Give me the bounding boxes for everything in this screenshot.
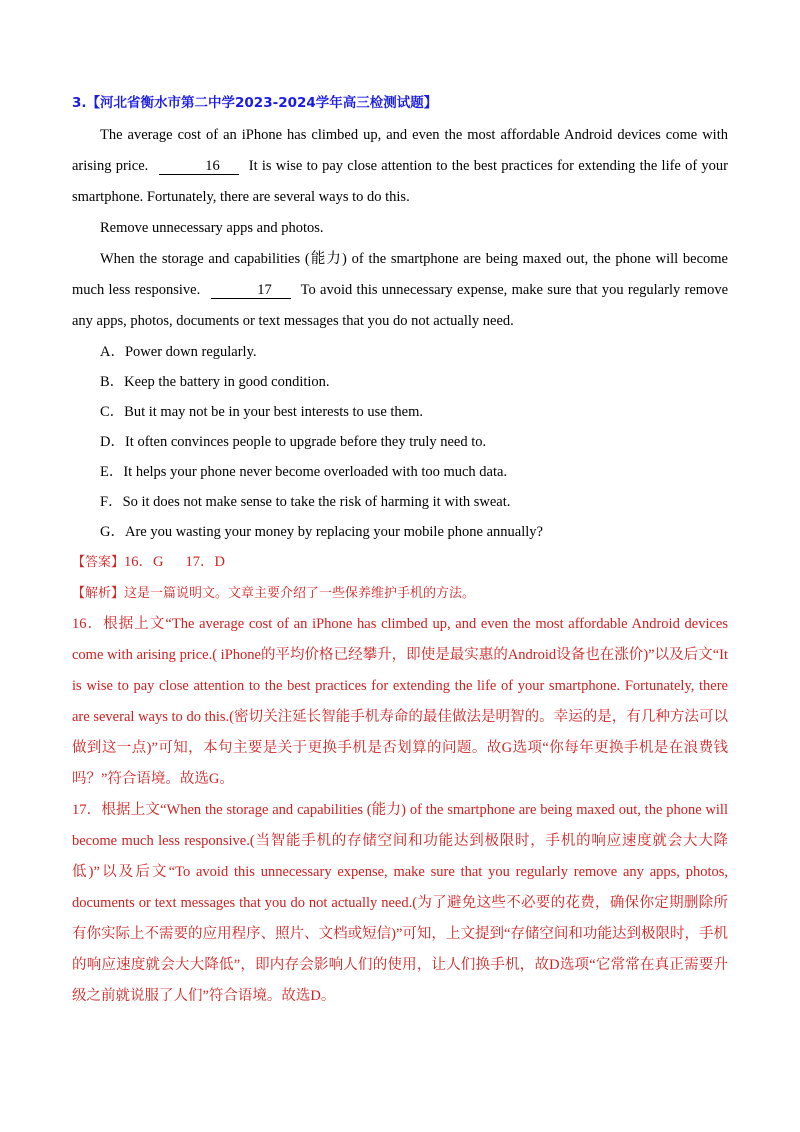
option-g: G．Are you wasting your money by replacing your mobile phone annually?: [100, 524, 543, 540]
option-d: D．It often convinces people to upgrade before they truly need to.: [100, 434, 487, 450]
paragraph-2-tail: To avoid this unnecessary expense, make sure that you regularly remove any apps, photos, documents or text messages that you do not actually need.: [72, 282, 729, 329]
answer-16: 16．G: [124, 554, 164, 570]
explanation-17: 17．根据上文“When the storage and capabilities (能力) of the smartphone are being maxed out, the phone will become much less responsive.(当智能手机的存储空间和功能达到极限时，手机的响应速度就会大大降低)”以及后文“To avoid this unnecessary expense, make sure that you regularly remove any apps, photos, documents or text messages that you do not actually need.(为了避免这些不必要的花费，确保你定期删除所有你实际上不需要的应用程序、照片、文档或短信)”可知，上文提到“存储空间和功能达到极限时，手机的响应速度就会大大降低”，即内存会影响人们的使用，让人们换手机，故D选项“它常常在真正需要升级之前就说服了人们”符合语境。故选D。: [72, 802, 728, 1004]
answer-line: [72, 547, 728, 578]
analysis-line: [72, 578, 728, 609]
analysis-label: 【解析】: [72, 586, 125, 601]
option-a: A．Power down regularly.: [100, 344, 257, 360]
blank-17: 17: [211, 282, 291, 299]
option-b: B．Keep the battery in good condition.: [100, 374, 330, 390]
analysis-summary: 这是一篇说明文。文章主要介绍了一些保养维护手机的方法。: [124, 586, 476, 601]
option-e: E．It helps your phone never become overloaded with too much data.: [100, 464, 508, 480]
passage-paragraph-2: [72, 244, 728, 337]
paragraph-2-lead: When the storage and capabilities (能力) of the smartphone are being maxed out, the phone will become much less responsive.: [72, 251, 728, 298]
explanation-16: 16．根据上文“The average cost of an iPhone has climbed up, and even the most affordable Android devices come with arising price.( iPhone的平均价格已经攀升，即使是最实惠的Android设备也在涨价)”以及后文“It is wise to pay close attention to the best practices for extending the life of your smartphone. Fortunately, there are several ways to do this.(密切关注延长智能手机寿命的最佳做法是明智的。幸运的是，有几种方法可以做到这一点)”可知，本句主要是关于更换手机是否划算的问题。故G选项“你每年更换手机是在浪费钱吗？”符合语境。故选G。: [72, 616, 728, 787]
paragraph-1-tail: It is wise to pay close attention to the best practices for extending the life of your smartphone. Fortunately, there are several ways to do this.: [72, 158, 728, 205]
question-title: 3.【河北省衡水市第二中学2023-2024学年高三检测试题】: [72, 95, 438, 111]
answer-label: 【答案】: [72, 555, 125, 570]
option-f: F．So it does not make sense to take the risk of harming it with sweat.: [100, 494, 511, 510]
document-page: [72, 92, 728, 1012]
paragraph-1-lead: The average cost of an iPhone has climbed up, and even the most affordable Android devices come with arising price.: [72, 127, 728, 174]
passage-heading: Remove unnecessary apps and photos.: [100, 220, 324, 236]
option-c: C．But it may not be in your best interests to use them.: [100, 404, 423, 420]
answer-17: 17．D: [185, 554, 225, 570]
passage-paragraph-1: [72, 120, 728, 213]
blank-16: 16: [159, 158, 239, 175]
